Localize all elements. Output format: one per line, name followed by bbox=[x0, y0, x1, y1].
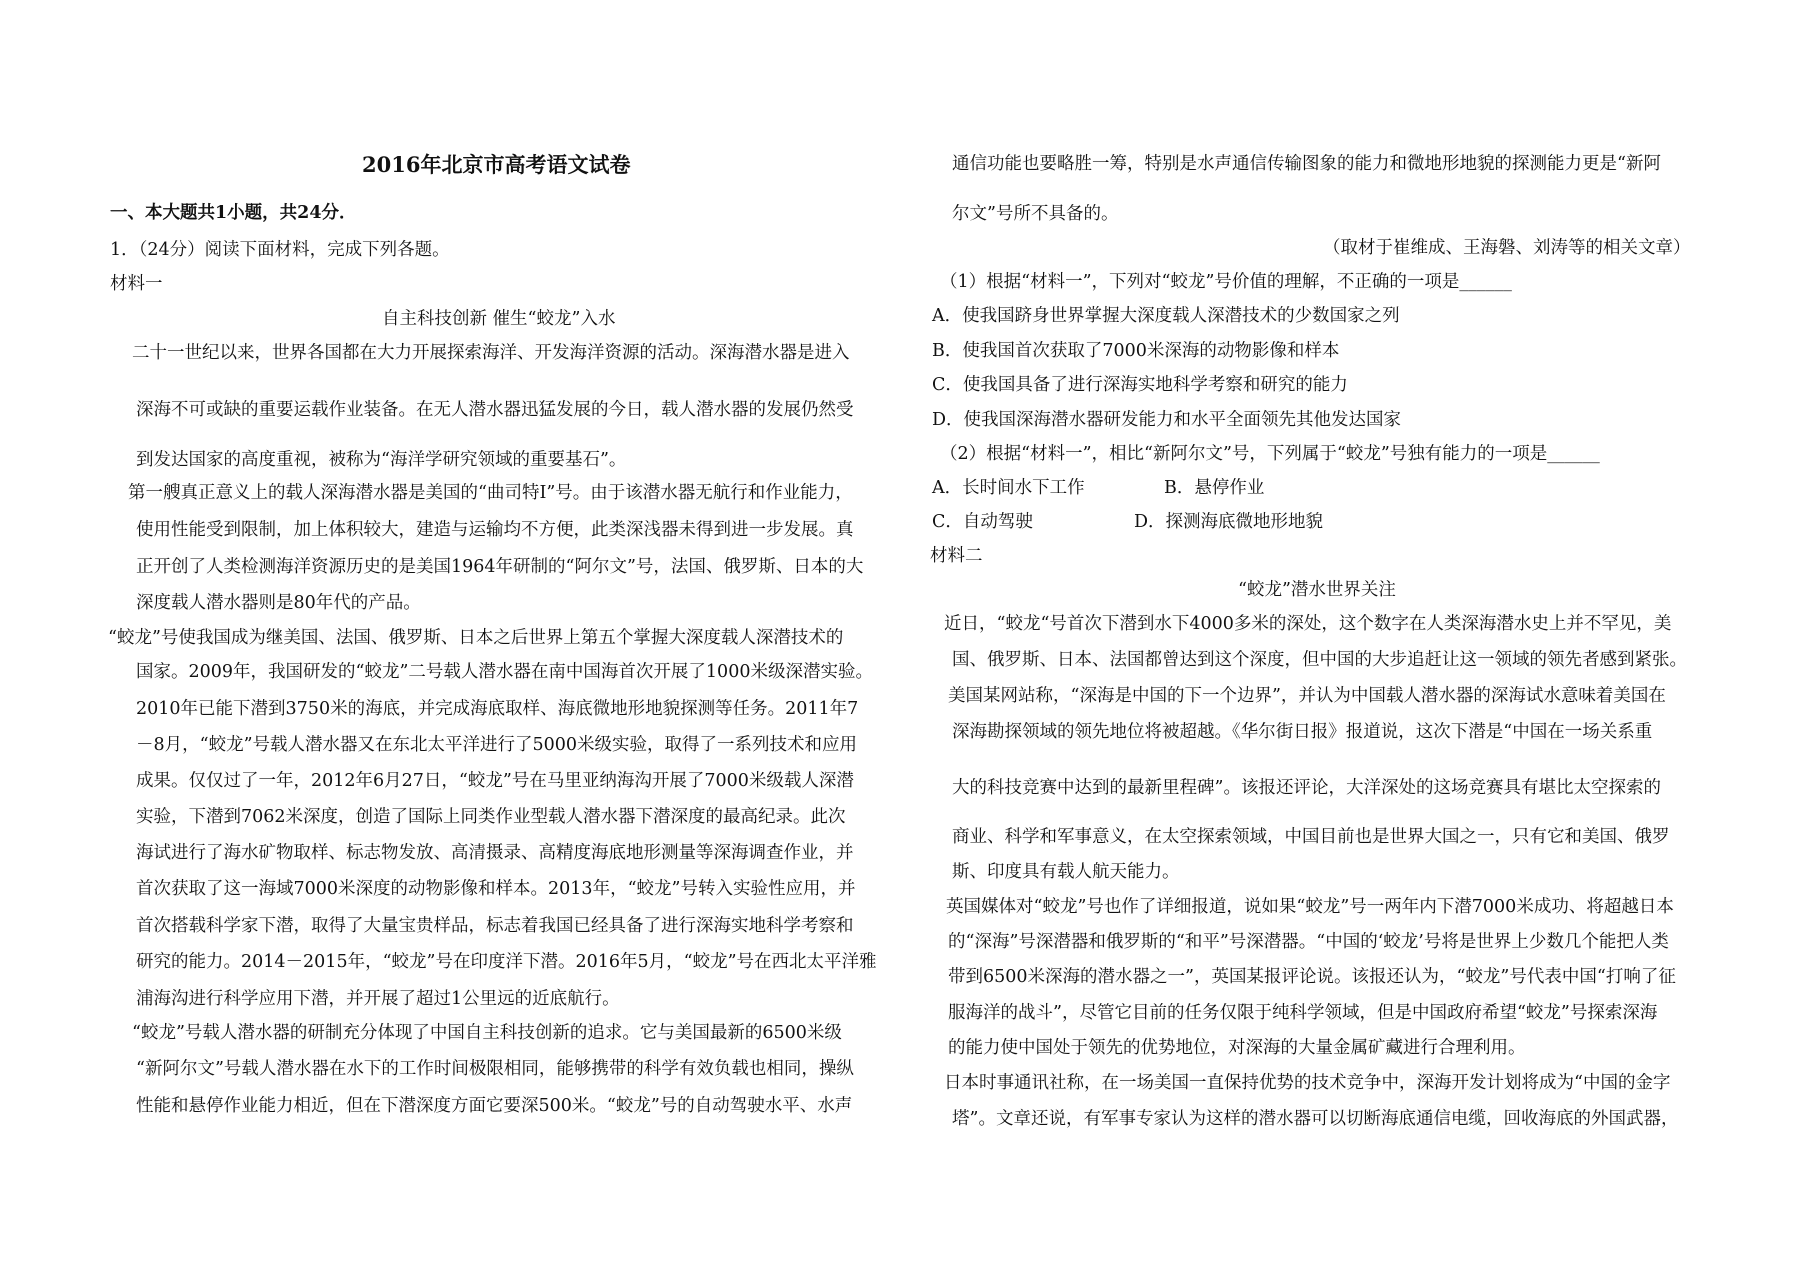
material1-line: 深度载人潜水器则是80年代的产品。 bbox=[136, 593, 421, 613]
sub-question-2-stem: （2）根据“材料一”，相比“新阿尔文”号，下列属于“蛟龙”号独有能力的一项是______ bbox=[940, 444, 1600, 464]
material1-line: 2010年已能下潜到3750米的海底，并完成海底取样、海底微地形地貌探测等任务。2011年7 bbox=[136, 699, 859, 719]
material1-line: 首次搭载科学家下潜，取得了大量宝贵样品，标志着我国已经具备了进行深海实地科学考察和 bbox=[136, 916, 854, 936]
sub-question-1-option-d: D．使我国深海潜水器研发能力和水平全面领先其他发达国家 bbox=[932, 410, 1402, 430]
sub-question-2-option-d: D．探测海底微地形地貌 bbox=[1134, 512, 1324, 532]
material2-line: 近日，“蛟龙“号首次下潜到水下4000多米的深处，这个数字在人类深海潜水史上并不罕见，美 bbox=[944, 614, 1672, 634]
material1-line: “新阿尔文”号载人潜水器在水下的工作时间极限相同，能够携带的科学有效负载也相同，操纵 bbox=[136, 1059, 854, 1079]
material1-line: 实验，下潜到7062米深度，创造了国际上同类作业型载人潜水器下潜深度的最高纪录。此次 bbox=[136, 807, 846, 827]
material2-line: 商业、科学和军事意义，在太空探索领域，中国目前也是世界大国之一，只有它和美国、俄罗 bbox=[952, 827, 1670, 847]
material2-line: 日本时事通讯社称，在一场美国一直保持优势的技术竞争中，深海开发计划将成为“中国的金字 bbox=[944, 1073, 1671, 1093]
material2-line: 的能力使中国处于领先的优势地位，对深海的大量金属矿藏进行合理利用。 bbox=[948, 1038, 1526, 1058]
material2-label: 材料二 bbox=[930, 546, 983, 566]
question-intro: 1．（24分）阅读下面材料，完成下列各题。 bbox=[110, 240, 450, 260]
material1-line: 通信功能也要略胜一筹，特别是水声通信传输图象的能力和微地形地貌的探测能力更是“新阿 bbox=[952, 154, 1661, 174]
material1-line: 到发达国家的高度重视，被称为“海洋学研究领域的重要基石”。 bbox=[136, 450, 627, 470]
section-heading: 一、本大题共1小题，共24分． bbox=[110, 203, 357, 223]
material2-line: 大的科技竞赛中达到的最新里程碑”。该报还评论，大洋深处的这场竞赛具有堪比太空探索的 bbox=[952, 778, 1661, 798]
sub-question-1-option-b: B．使我国首次获取了7000米深海的动物影像和样本 bbox=[932, 341, 1340, 361]
material1-line: 研究的能力。2014－2015年，“蛟龙”号在印度洋下潜。2016年5月，“蛟龙”号在西北太平洋雅 bbox=[136, 952, 877, 972]
material2-line: 美国某网站称，“深海是中国的下一个边界”，并认为中国载人潜水器的深海试水意味着美国在 bbox=[948, 686, 1666, 706]
material1-line: 性能和悬停作业能力相近，但在下潜深度方面它要深500米。“蛟龙”号的自动驾驶水平、水声 bbox=[136, 1096, 853, 1116]
material2-line: 服海洋的战斗”，尽管它目前的任务仅限于纯科学领域，但是中国政府希望“蛟龙”号探索深海 bbox=[948, 1003, 1658, 1023]
material1-label: 材料一 bbox=[110, 274, 163, 294]
sub-question-2-option-c: C．自动驾驶 bbox=[932, 512, 1033, 532]
material2-line: 斯、印度具有载人航天能力。 bbox=[952, 862, 1180, 882]
material1-line: 深海不可或缺的重要运载作业装备。在无人潜水器迅猛发展的今日，载人潜水器的发展仍然受 bbox=[136, 400, 854, 420]
material1-source: （取材于崔维成、王海磐、刘涛等的相关文章） bbox=[1323, 238, 1691, 258]
sub-question-1-option-c: C．使我国具备了进行深海实地科学考察和研究的能力 bbox=[932, 375, 1348, 395]
sub-question-1-option-a: A．使我国跻身世界掌握大深度载人深潜技术的少数国家之列 bbox=[932, 306, 1400, 326]
material1-line: －8月，“蛟龙”号载人潜水器又在东北太平洋进行了5000米级实验，取得了一系列技术和应用 bbox=[136, 735, 858, 755]
material1-line: 正开创了人类检测海洋资源历史的是美国1964年研制的“阿尔文”号，法国、俄罗斯、日本的大 bbox=[136, 557, 864, 577]
material1-line: 第一艘真正意义上的载人深海潜水器是美国的“曲司特Ⅰ”号。由于该潜水器无航行和作业能力， bbox=[128, 483, 853, 503]
exam-title: 2016年北京市高考语文试卷 bbox=[362, 152, 631, 177]
material1-line: 国家。2009年，我国研发的“蛟龙”二号载人潜水器在南中国海首次开展了1000米级深潜实验。 bbox=[136, 662, 873, 682]
material2-line: 深海勘探领域的领先地位将被超越。《华尔街日报》报道说，这次下潜是“中国在一场关系重 bbox=[952, 722, 1653, 742]
sub-question-1-stem: （1）根据“材料一”，下列对“蛟龙”号价值的理解，不正确的一项是______ bbox=[940, 272, 1512, 292]
material2-line: 的“深海”号深潜器和俄罗斯的“和平”号深潜器。“中国的‘蛟龙’号将是世界上少数几个能把人类 bbox=[948, 932, 1669, 952]
material1-line: “蛟龙”号使我国成为继美国、法国、俄罗斯、日本之后世界上第五个掌握大深度载人深潜技术的 bbox=[108, 628, 844, 648]
material1-line: 首次获取了这一海域7000米深度的动物影像和样本。2013年，“蛟龙”号转入实验性应用，并 bbox=[136, 879, 856, 899]
material2-line: 英国媒体对“蛟龙”号也作了详细报道，说如果“蛟龙”号一两年内下潜7000米成功、将超越日本 bbox=[946, 897, 1674, 917]
sub-question-2-option-b: B．悬停作业 bbox=[1164, 478, 1265, 498]
material1-line: 海试进行了海水矿物取样、标志物发放、高清摄录、高精度海底地形测量等深海调查作业，并 bbox=[136, 843, 854, 863]
material1-line: 使用性能受到限制，加上体积较大，建造与运输均不方便，此类深浅器未得到进一步发展。真 bbox=[136, 520, 854, 540]
material1-line: 二十一世纪以来，世界各国都在大力开展探索海洋、开发海洋资源的活动。深海潜水器是进入 bbox=[132, 343, 850, 363]
material2-title: “蛟龙”潜水世界关注 bbox=[1238, 580, 1396, 600]
material2-line: 国、俄罗斯、日本、法国都曾达到这个深度，但中国的大步追赶让这一领域的领先者感到紧张。 bbox=[952, 650, 1687, 670]
material1-line: “蛟龙”号载人潜水器的研制充分体现了中国自主科技创新的追求。它与美国最新的6500米级 bbox=[132, 1023, 842, 1043]
sub-question-2-option-a: A．长时间水下工作 bbox=[932, 478, 1085, 498]
material1-line: 成果。仅仅过了一年，2012年6月27日，“蛟龙”号在马里亚纳海沟开展了7000米级载人深潜 bbox=[136, 771, 854, 791]
material2-line: 带到6500米深海的潜水器之一”，英国某报评论说。该报还认为，“蛟龙”号代表中国“打响了征 bbox=[948, 967, 1676, 987]
material1-line: 浦海沟进行科学应用下潜，并开展了超过1公里远的近底航行。 bbox=[136, 989, 620, 1009]
material1-line: 尔文”号所不具备的。 bbox=[952, 204, 1119, 224]
material2-line: 塔”。文章还说，有军事专家认为这样的潜水器可以切断海底通信电缆，回收海底的外国武器， bbox=[952, 1109, 1679, 1129]
material1-title: 自主科技创新 催生“蛟龙”入水 bbox=[382, 309, 616, 329]
